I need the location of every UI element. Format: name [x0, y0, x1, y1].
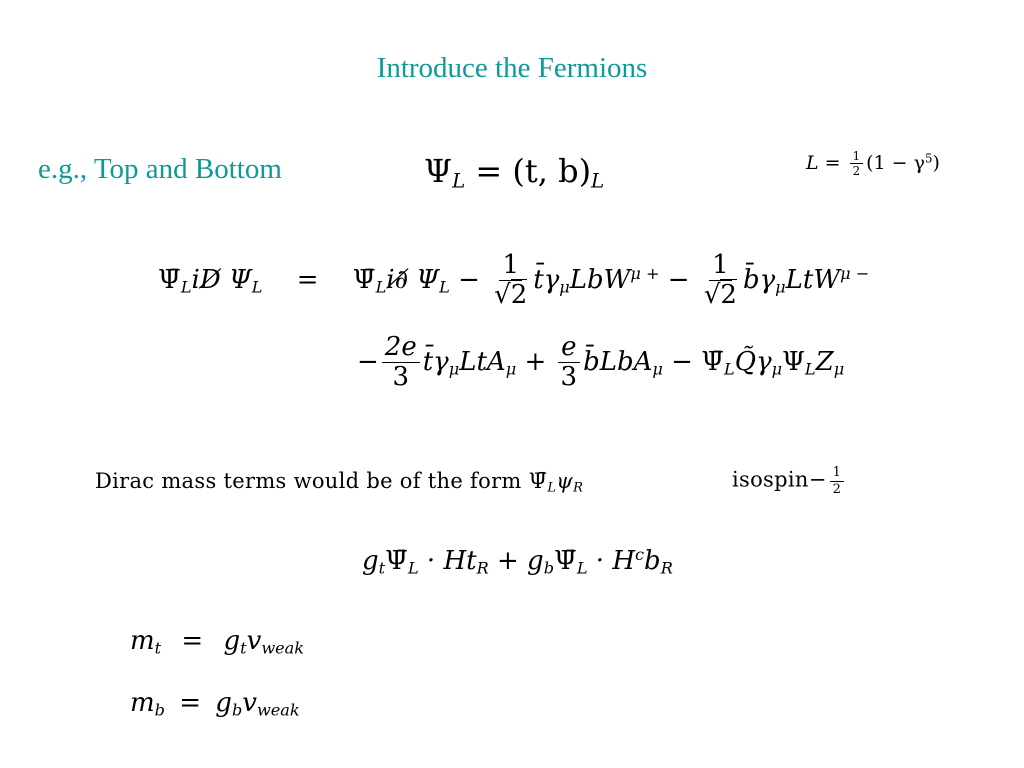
lagrangian-line-2: − $\frac{2e}{3}$ $t̄\gamma_\mu LtA_\mu$ + $\frac{e}{3}$ b̄LbA$_\mu$ − $\Psī_LQ̃\gamma_\mu\Psi_LZ_\mu$ [357, 332, 845, 393]
slide-title: Introduce the Fermions [376, 52, 648, 84]
isospin-label: isospin− $\frac{1}{2}$ [732, 466, 847, 496]
lagrangian-line-1: $\Psī_LiD̸$ $\Psi_L$ = $\Psī_Li\partial̸$ $\Psi_L$ − $\frac{1}{√2}$ $t̄\gamma_\mu LbW^{\mu +}$ − $\frac{1}{√2}$ $b̄\gamma_\mu LtW^{\mu -}$ [158, 250, 870, 311]
yukawa-terms: $g_t\Psī_L \cdot Ht_R$ + $g_b\Psī_L \cdot H^cb_R$ [362, 545, 673, 578]
psi-definition: $\Psi_L = (t$, $b)_L$ [424, 152, 605, 193]
bottom-mass-equation: $m_b = g_bv_{weak}$ [130, 688, 300, 720]
projector-definition: L = $\frac{1}{2}$ $(1 - \gamma^5)$ [806, 149, 940, 179]
top-mass-equation: $m_t = g_tv_{weak}$ [130, 626, 305, 658]
slide-subtitle: e.g., Top and Bottom [38, 153, 282, 185]
dirac-mass-text: Dirac mass terms would be of the form $\Psī_L\psi_R$ [95, 469, 584, 496]
